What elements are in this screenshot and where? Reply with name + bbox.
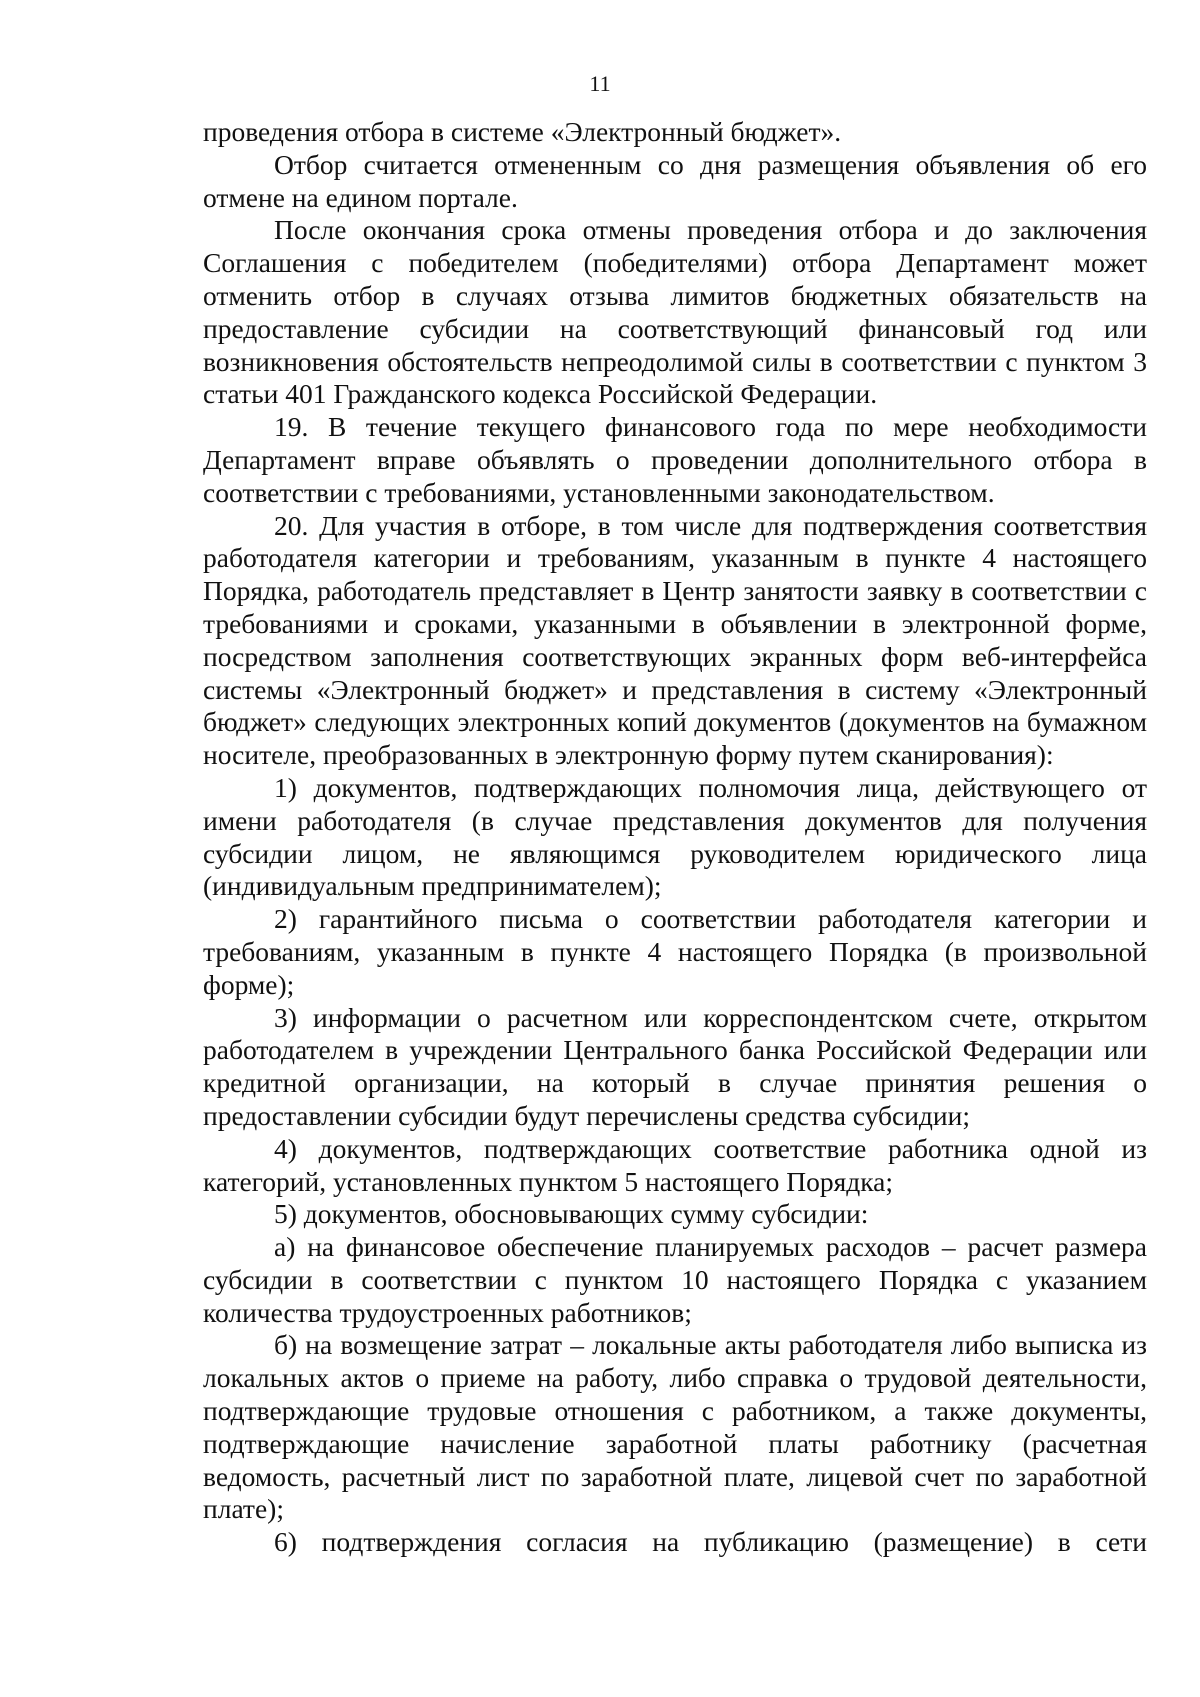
list-subitem-a: а) на финансовое обеспечение планируемых расходов – расчет размера субсидии в соответствии с пунктом 10 настоящего Порядка с указанием количества трудоустроенных работников;: [203, 1231, 1147, 1328]
paragraph-continuation: проведения отбора в системе «Электронный бюджет».: [203, 116, 842, 147]
list-subitem-b: б) на возмещение затрат – локальные акты работодателя либо выписка из локальных актов о приеме на работу, либо справка о трудовой деятельности, подтверждающие трудовые отношения с работником, а также документы, подтверждающие начисление заработной платы работнику (расчетная ведомость, расчетный лист по заработной плате, лицевой счет по заработной плате);: [203, 1329, 1147, 1525]
list-item-2: 2) гарантийного письма о соответствии работодателя категории и требованиям, указанным в пункте 4 настоящего Порядка (в произвольной форме);: [203, 903, 1147, 1000]
list-item-1: 1) документов, подтверждающих полномочия лица, действующего от имени работодателя (в случае представления документов для получения субсидии лицом, не являющимся руководителем юридического лица (индивидуальным предпринимателем);: [203, 771, 1147, 902]
page-number: 11: [589, 71, 611, 96]
paragraph-item-20: 20. Для участия в отборе, в том числе для подтверждения соответствия работодателя категории и требованиям, указанным в пункте 4 настоящего Порядка, работодатель представляет в Центр занятости заявку в соответствии с требованиями и сроками, указанными в объявлении в электронной форме, посредством заполнения соответствующих экранных форм веб-интерфейса системы «Электронный бюджет» и представления в систему «Электронный бюджет» следующих электронных копий документов (документов на бумажном носителе, преобразованных в электронную форму путем сканирования):: [203, 509, 1147, 771]
list-item-5: 5) документов, обосновывающих сумму субсидии:: [274, 1198, 869, 1230]
paragraph-after-deadline: После окончания срока отмены проведения отбора и до заключения Соглашения с победителем (победителями) отбора Департамент может отменить отбор в случаях отзыва лимитов бюджетных обязательств на предоставление субсидии на соответствующий финансовый год или возникновения обстоятельств непреодолимой силы в соответствии с пунктом 3 статьи 401 Гражданского кодекса Российской Федерации.: [203, 214, 1147, 410]
paragraph-cancellation: Отбор считается отмененным со дня размещения объявления об его отмене на едином портале.: [203, 148, 1147, 213]
paragraph-item-19: 19. В течение текущего финансового года по мере необходимости Департамент вправе объявлять о проведении дополнительного отбора в соответствии с требованиями, установленными законодательством.: [203, 411, 1147, 508]
list-item-6: 6) подтверждения согласия на публикацию (размещение) в сети: [274, 1526, 1147, 1558]
list-item-4: 4) документов, подтверждающих соответствие работника одной из категорий, установленных пунктом 5 настоящего Порядка;: [203, 1132, 1147, 1197]
list-item-3: 3) информации о расчетном или корреспондентском счете, открытом работодателем в учреждении Центрального банка Российской Федерации или кредитной организации, на который в случае принятия решения о предоставлении субсидии будут перечислены средства субсидии;: [203, 1001, 1147, 1131]
document-body: [203, 116, 1147, 1559]
